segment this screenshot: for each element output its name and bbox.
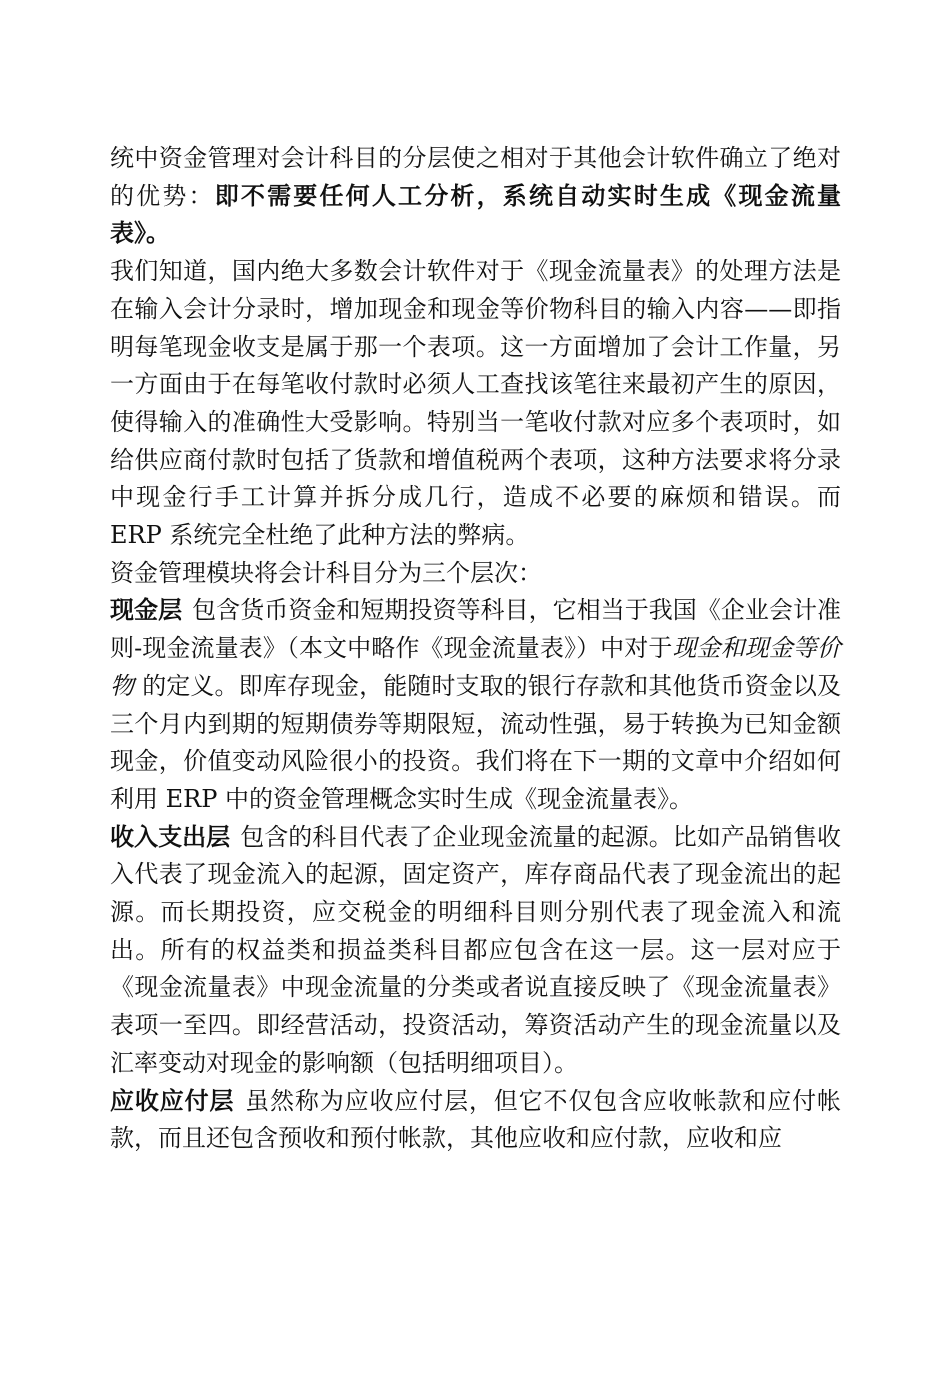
- cash-equivalents-term: 现金和现金等价物: [110, 634, 842, 700]
- receivable-payable-level-term: 应收应付层: [110, 1086, 235, 1115]
- paragraph-three-levels: [110, 555, 841, 593]
- income-expense-level-text: 包含的科目代表了企业现金流量的起源。比如产品销售收入代表了现金流入的起源，固定资产，库存商品代表了现金流出的起源。而长期投资，应交税金的明细科目则分别代表了现金流入和流出。所有的权益类和损益类科目都应包含在这一层。这一层对应于《现金流量表》中现金流量的分类或者说直接反映了《现金流量表》表项一至四。即经营活动，投资活动，筹资活动产生的现金流量以及汇率变动对现金的影响额（包括明细项目）。: [110, 822, 842, 1077]
- paragraph-cash-level: [110, 592, 841, 818]
- paragraph-income-expense-level: [110, 819, 841, 1083]
- three-levels-text: 资金管理模块将会计科目分为三个层次：: [110, 558, 542, 587]
- paragraph-intro: [110, 140, 841, 253]
- receivable-payable-level-text: 虽然称为应收应付层，但它不仅包含应收帐款和应付帐款，而且还包含预收和预付帐款，其他应收和应付款，应收和应: [110, 1086, 842, 1153]
- income-expense-level-term: 收入支出层: [110, 822, 231, 851]
- paragraph-receivable-payable-level: [110, 1083, 841, 1158]
- intro-bold-conclusion: 即不需要任何人工分析，系统自动实时生成《现金流量表》。: [110, 181, 842, 248]
- document-body: [110, 140, 841, 1158]
- paragraph-domestic-software: [110, 253, 841, 555]
- cash-level-text-after: 的定义。即库存现金，能随时支取的银行存款和其他货币资金以及三个月内到期的短期债券等期限短，流动性强，易于转换为已知金额现金，价值变动风险很小的投资。我们将在下一期的文章中介绍如何利用 ERP 中的资金管理概念实时生成《现金流量表》。: [110, 671, 842, 813]
- intro-text: 统中资金管理对会计科目的分层使之相对于其他会计软件确立了绝对的优势：: [110, 144, 841, 210]
- domestic-software-text: 我们知道，国内绝大多数会计软件对于《现金流量表》的处理方法是在输入会计分录时，增加现金和现金等价物科目的输入内容——即指明每笔现金收支是属于那一个表项。这一方面增加了会计工作量，另一方面由于在每笔收付款时必须人工查找该笔往来最初产生的原因，使得输入的准确性大受影响。特别当一笔收付款对应多个表项时，如给供应商付款时包括了货款和增值税两个表项，这种方法要求将分录中现金行手工计算并拆分成几行，造成不必要的麻烦和错误。而 ERP 系统完全杜绝了此种方法的弊病。: [110, 257, 841, 550]
- cash-level-term: 现金层: [110, 596, 183, 625]
- cash-level-text-before: 包含货币资金和短期投资等科目，它相当于我国《企业会计准则-现金流量表》（本文中略作《现金流量表》）中对于: [110, 596, 842, 663]
